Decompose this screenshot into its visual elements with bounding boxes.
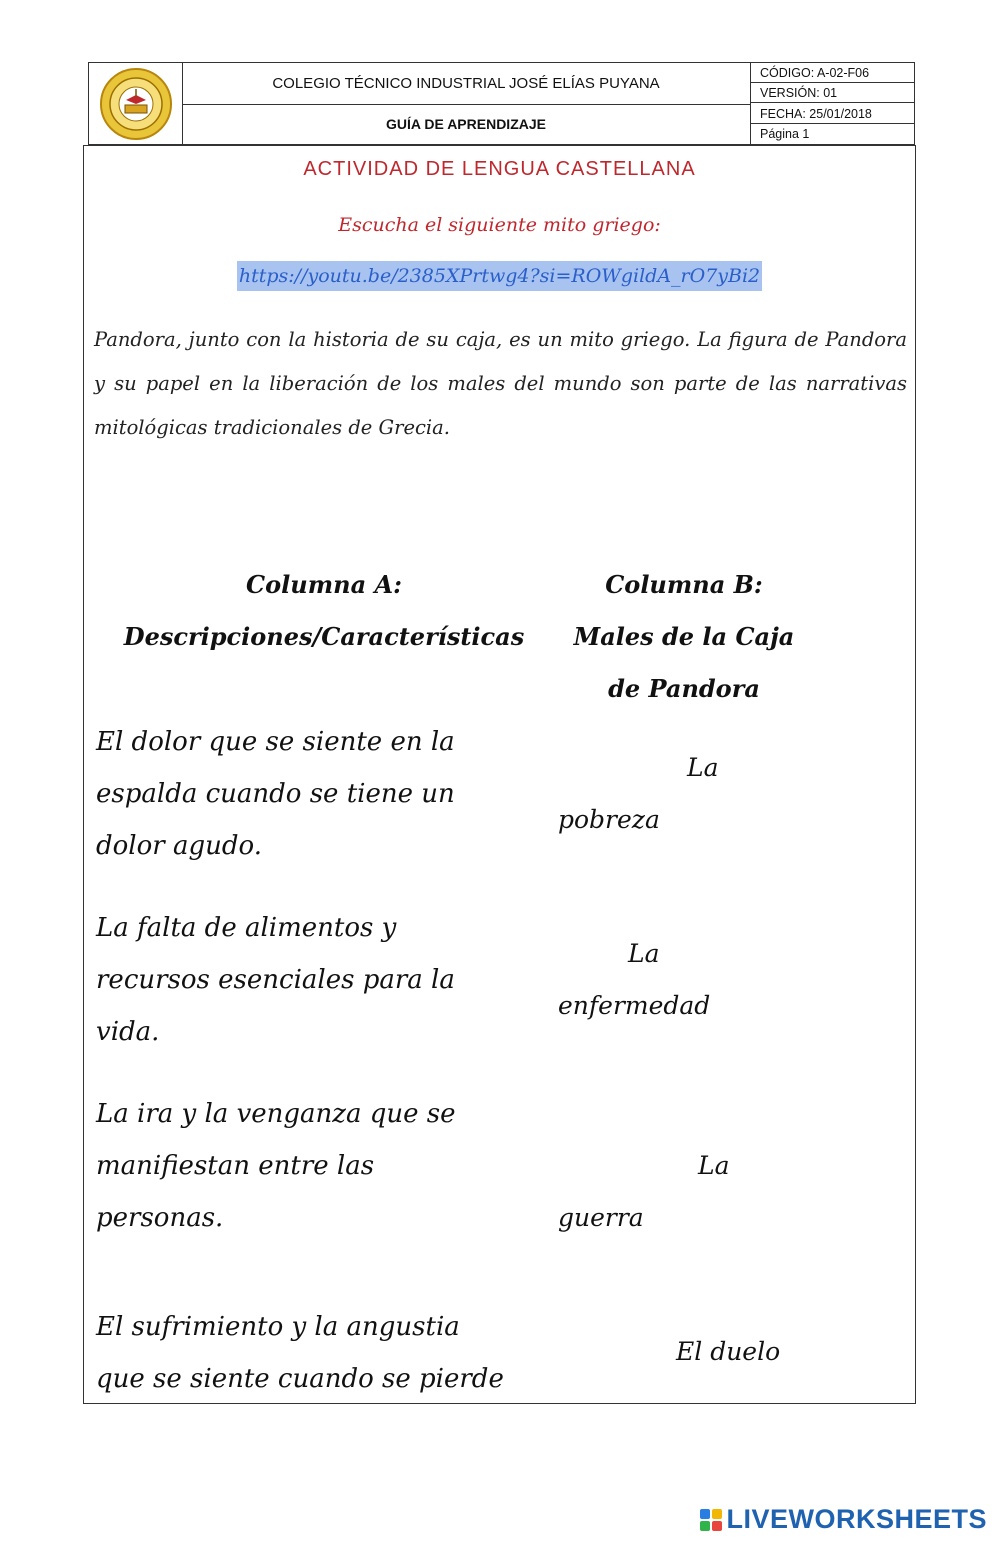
evil-article[interactable]: La [687,753,719,782]
description-item [96,1301,551,1405]
description-line: manifiestan entre las [96,1151,375,1181]
evil-full[interactable]: El duelo [676,1337,781,1366]
guide-title: GUÍA DE APRENDIZAJE [182,104,751,144]
column-b-subtitle-1: Males de la Caja [573,622,795,651]
doc-code: CÓDIGO: A-02-F06 [751,63,914,83]
doc-page: Página 1 [760,127,810,141]
document-header [88,62,915,145]
description-item [96,1088,551,1244]
liveworksheets-logo [700,1504,987,1535]
video-link-wrap [84,261,915,291]
evil-article[interactable]: La [698,1151,730,1180]
activity-title: ACTIVIDAD DE LENGUA CASTELLANA [303,158,696,180]
intro-paragraph: Pandora, junto con la historia de su caja, es un mito griego. La figura de Pandora y su papel en la liberación de los males del mundo son parte de las narrativas mitológicas tradicionales de Grecia. [94,328,907,439]
description-line: La falta de alimentos y [96,913,397,943]
column-a-subtitle: Descripciones/Características [123,622,525,651]
description-line: vida. [96,1017,160,1047]
brand-name: LIVEWORKSHEETS [726,1504,987,1534]
school-name: COLEGIO TÉCNICO INDUSTRIAL JOSÉ ELÍAS PUYANA [182,63,751,105]
description-item [96,716,551,872]
description-line: La ira y la venganza que se [96,1099,456,1129]
description-line: que se siente cuando se pierde [96,1364,504,1394]
evil-article[interactable]: La [628,939,660,968]
description-line: El dolor que se siente en la [96,727,455,757]
evil-word[interactable]: guerra [558,1203,644,1232]
description-line: personas. [96,1203,224,1233]
column-a-header [104,559,544,663]
listen-instruction: Escucha el siguiente mito griego: [338,214,661,236]
worksheet-body [83,145,916,1404]
doc-date: FECHA: 25/01/2018 [751,104,914,124]
evil-word[interactable]: pobreza [558,805,660,834]
school-logo-cell [89,63,183,144]
column-b-header [554,559,814,715]
evil-word[interactable]: enfermedad [558,991,711,1020]
description-line: dolor agudo. [96,831,262,861]
liveworksheets-icon [700,1509,722,1531]
doc-version: VERSIÓN: 01 [751,83,914,103]
column-b-subtitle-2: de Pandora [608,674,760,703]
school-seal-icon [99,67,173,141]
video-link[interactable]: https://youtu.be/2385XPrtwg4?si=ROWgildA_rO7yBi2 [237,261,762,291]
description-line: El sufrimiento y la angustia [96,1312,460,1342]
description-item [96,902,551,1058]
column-b-title: Columna B: [605,570,763,599]
description-line: recursos esenciales para la [96,965,455,995]
description-line: espalda cuando se tiene un [96,779,455,809]
column-a-title: Columna A: [246,570,402,599]
